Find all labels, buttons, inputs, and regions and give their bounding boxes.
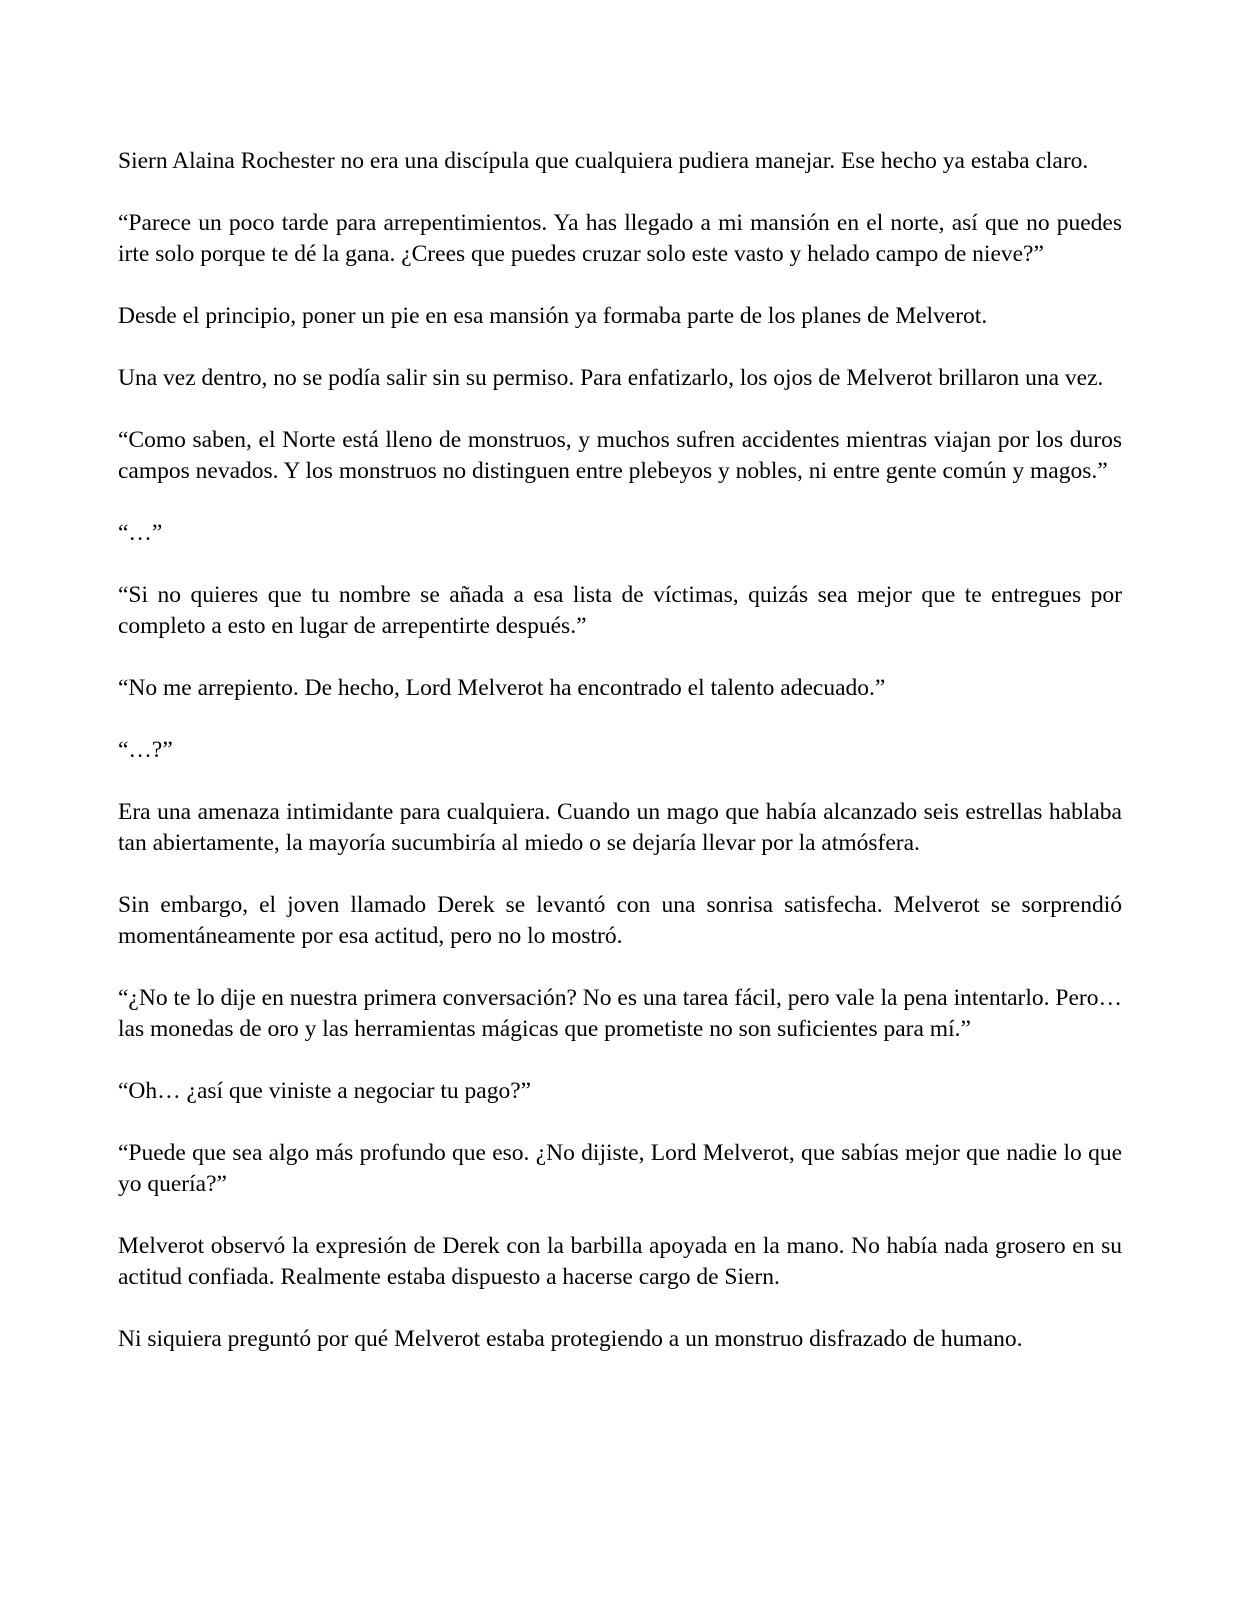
paragraph: Siern Alaina Rochester no era una discípula que cualquiera pudiera manejar. Ese hecho ya estaba claro. <box>118 148 1089 174</box>
paragraph: Sin embargo, el joven llamado Derek se levantó con una sonrisa satisfecha. Melverot se sorprendió momentáneamente por esa actitud, pero no lo mostró. <box>118 892 1122 949</box>
paragraph: “Puede que sea algo más profundo que eso. ¿No dijiste, Lord Melverot, que sabías mejor que nadie lo que yo quería?” <box>118 1140 1122 1197</box>
paragraph: “Oh… ¿así que viniste a negociar tu pago?” <box>118 1078 532 1104</box>
paragraph: Ni siquiera preguntó por qué Melverot estaba protegiendo a un monstruo disfrazado de humano. <box>118 1326 1023 1352</box>
paragraph: “Como saben, el Norte está lleno de monstruos, y muchos sufren accidentes mientras viajan por los duros campos nevados. Y los monstruos no distinguen entre plebeyos y nobles, ni entre gente común y magos.” <box>118 427 1122 484</box>
paragraph: “Si no quieres que tu nombre se añada a esa lista de víctimas, quizás sea mejor que te entregues por completo a esto en lugar de arrepentirte después.” <box>118 582 1122 639</box>
paragraph: “Parece un poco tarde para arrepentimientos. Ya has llegado a mi mansión en el norte, así que no puedes irte solo porque te dé la gana. ¿Crees que puedes cruzar solo este vasto y helado campo de nieve?” <box>118 210 1122 267</box>
body-text <box>118 146 1122 1355</box>
paragraph: Una vez dentro, no se podía salir sin su permiso. Para enfatizarlo, los ojos de Melverot brillaron una vez. <box>118 365 1104 391</box>
paragraph: Desde el principio, poner un pie en esa mansión ya formaba parte de los planes de Melverot. <box>118 303 988 329</box>
paragraph: Era una amenaza intimidante para cualquiera. Cuando un mago que había alcanzado seis estrellas hablaba tan abiertamente, la mayoría sucumbiría al miedo o se dejaría llevar por la atmósfera. <box>118 799 1122 856</box>
paragraph: “…” <box>118 520 163 546</box>
paragraph: Melverot observó la expresión de Derek con la barbilla apoyada en la mano. No había nada grosero en su actitud confiada. Realmente estaba dispuesto a hacerse cargo de Siern. <box>118 1233 1122 1290</box>
paragraph: “¿No te lo dije en nuestra primera conversación? No es una tarea fácil, pero vale la pena intentarlo. Pero… las monedas de oro y las herramientas mágicas que prometiste no son suficientes para mí.” <box>118 985 1122 1042</box>
paragraph: “No me arrepiento. De hecho, Lord Melverot ha encontrado el talento adecuado.” <box>118 675 886 701</box>
paragraph: “…?” <box>118 737 173 763</box>
